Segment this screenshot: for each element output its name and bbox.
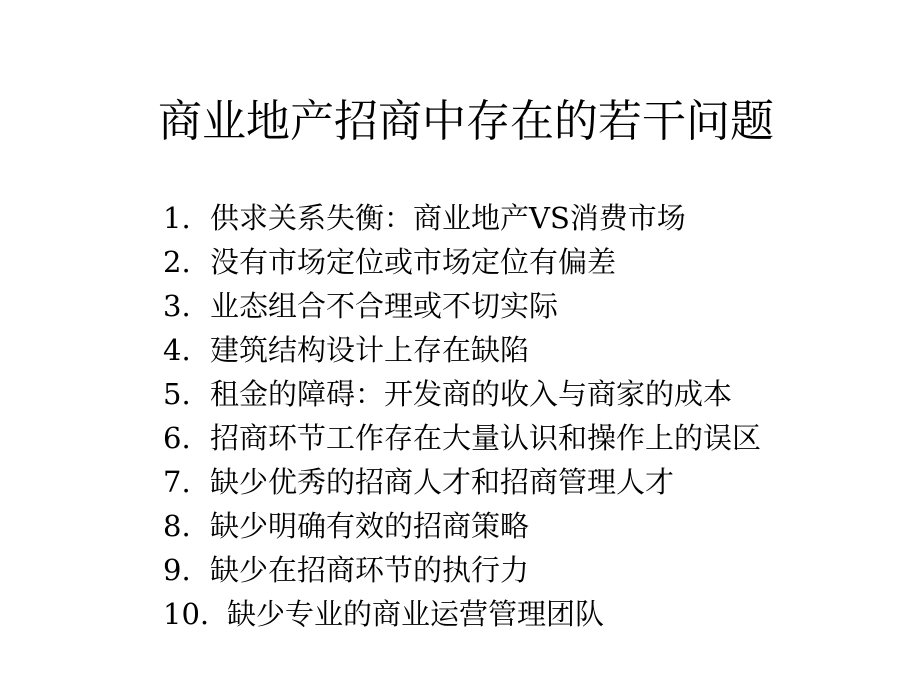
item-text: 供求关系失衡：商业地产VS消费市场 [210, 201, 686, 235]
item-text: 招商环节工作存在大量认识和操作上的误区 [210, 421, 762, 455]
list-item [163, 328, 761, 372]
item-number: 5. [163, 377, 191, 411]
item-text: 缺少优秀的招商人才和招商管理人才 [210, 465, 675, 499]
list-item [163, 240, 761, 284]
item-text: 没有市场定位或市场定位有偏差 [210, 245, 617, 279]
list-item [163, 372, 761, 416]
item-number: 10. [163, 597, 210, 631]
issue-list [163, 196, 761, 636]
item-number: 9. [163, 553, 191, 587]
slide-title: 商业地产招商中存在的若干问题 [158, 96, 774, 147]
list-item [163, 592, 761, 636]
item-number: 6. [163, 421, 191, 455]
item-text: 租金的障碍：开发商的收入与商家的成本 [210, 377, 733, 411]
item-number: 8. [163, 509, 191, 543]
item-number: 3. [163, 289, 191, 323]
item-text: 缺少在招商环节的执行力 [210, 553, 530, 587]
item-number: 2. [163, 245, 191, 279]
item-number: 1. [163, 201, 191, 235]
item-text: 缺少明确有效的招商策略 [210, 509, 530, 543]
list-item [163, 416, 761, 460]
item-number: 7. [163, 465, 191, 499]
item-number: 4. [163, 333, 191, 367]
list-item [163, 504, 761, 548]
item-text: 建筑结构设计上存在缺陷 [210, 333, 530, 367]
list-item [163, 284, 761, 328]
list-item [163, 460, 761, 504]
item-text: 缺少专业的商业运营管理团队 [227, 597, 605, 631]
list-item [163, 196, 761, 240]
item-text: 业态组合不合理或不切实际 [210, 289, 559, 323]
list-item [163, 548, 761, 592]
